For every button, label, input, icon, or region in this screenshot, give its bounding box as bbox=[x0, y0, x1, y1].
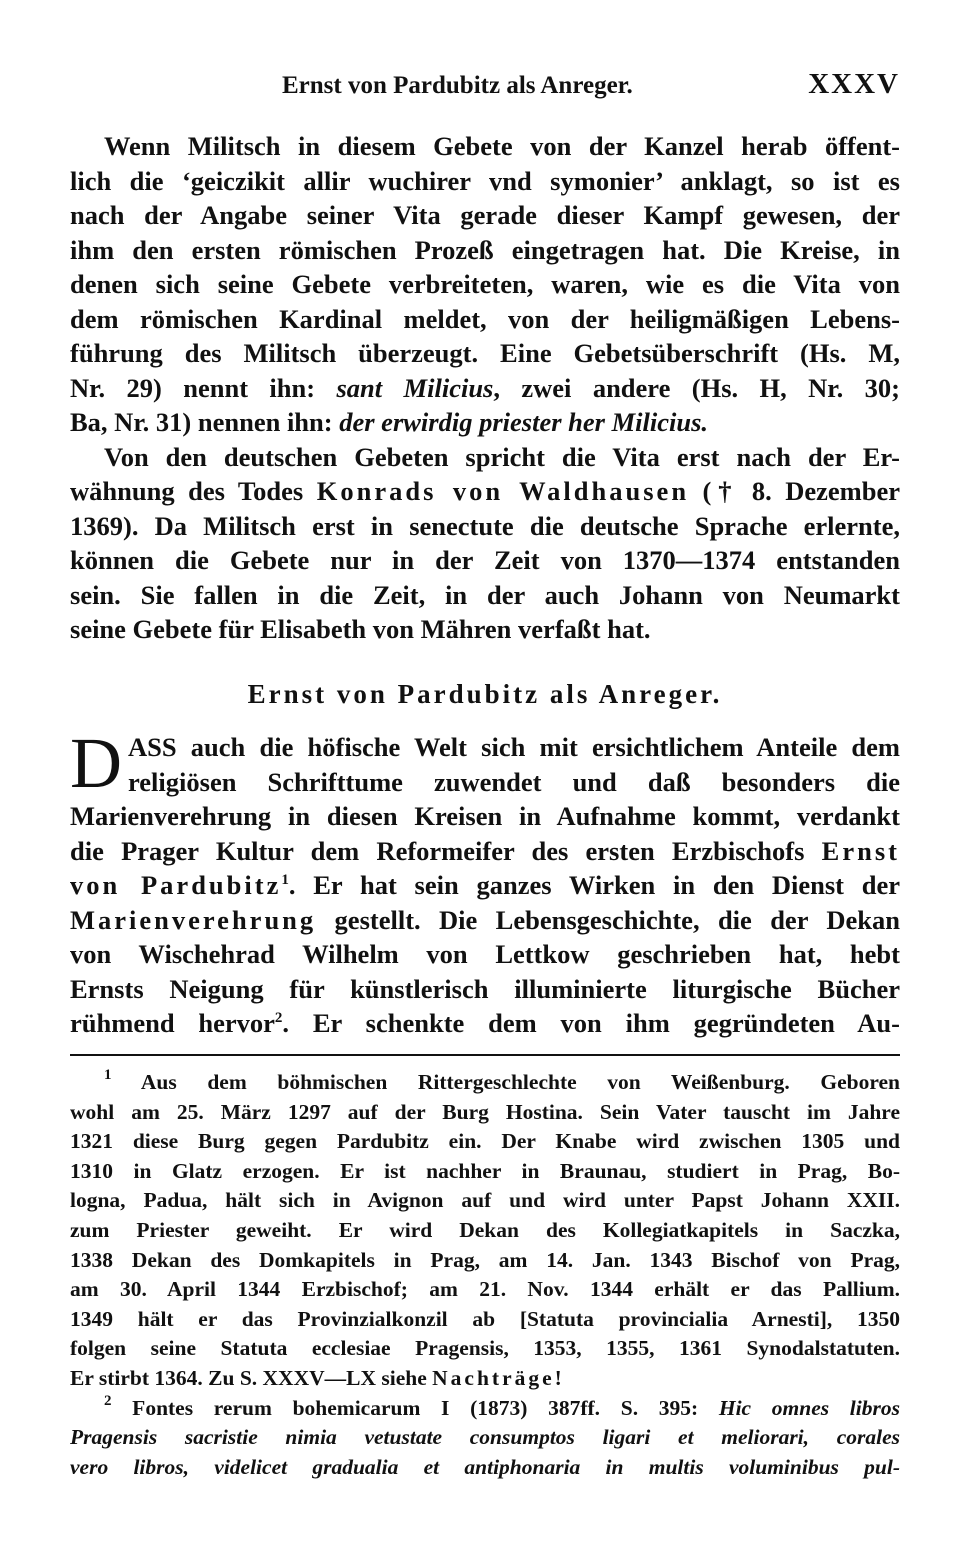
text-run: gestellt. Die Lebensgeschichte, die der Dekan bbox=[316, 904, 900, 935]
text-line: ASS auch die höfische Welt sich mit ersichtlichem Anteile dem bbox=[128, 732, 900, 762]
paragraph-german-prayers bbox=[70, 440, 900, 647]
text-run: Nr. 29) nennt ihn: bbox=[70, 372, 337, 403]
text-run: . Er hat sein ganzes Wirken in den Dienst der bbox=[288, 870, 900, 900]
text-run: Er stirbt 1364. Zu S. XXXV—LX siehe bbox=[70, 1365, 433, 1390]
text-line bbox=[70, 405, 900, 440]
footnote-line: am 30. April 1344 Erzbischof; am 21. Nov. 1344 erhält er das Pallium. bbox=[70, 1277, 900, 1302]
text-run: ! bbox=[554, 1365, 562, 1390]
footnote-line: Pragensis sacristie nimia vetustate consumptos ligari et meliorari, corales bbox=[70, 1425, 900, 1450]
page-number: XXXV bbox=[808, 68, 900, 100]
footnote-marker: 2 bbox=[104, 1392, 112, 1409]
footnote-line: 1321 diese Burg gegen Pardubitz ein. Der Knabe wird zwischen 1305 und bbox=[70, 1129, 900, 1154]
text-run: Fontes rerum bohemicarum I (1873) 387ff. S. 395: bbox=[111, 1395, 719, 1420]
footnote-line: folgen seine Statuta ecclesiae Pragensis, 1353, 1355, 1361 Synodalstatuten. bbox=[70, 1336, 900, 1361]
text-line: Von den deutschen Gebeten spricht die Vita erst nach der Er- bbox=[104, 441, 900, 472]
footnote-ref: 1 bbox=[281, 872, 289, 888]
text-line: Ernsts Neigung für künstlerisch illuminierte liturgische Bücher bbox=[70, 973, 900, 1004]
text-run: . Er schenkte dem von ihm gegründeten Au- bbox=[282, 1008, 900, 1038]
footnote-line bbox=[70, 1394, 900, 1424]
footnote-line bbox=[70, 1068, 900, 1098]
text-line: können die Gebete nur in der Zeit von 1370—1374 entstanden bbox=[70, 545, 900, 575]
text-line: Wenn Militsch in diesem Gebete von der Kanzel herab öffent- bbox=[104, 131, 900, 161]
footnote-line: 1338 Dekan des Domkapitels in Prag, am 14. Jan. 1343 Bischof von Prag, bbox=[70, 1247, 900, 1272]
text-line bbox=[70, 903, 900, 938]
text-run: Ba, Nr. 31) nennen ihn: bbox=[70, 407, 340, 437]
text-line bbox=[70, 474, 900, 509]
text-line: religiösen Schrifttume zuwendet und daß besonders die bbox=[128, 766, 900, 797]
text-block-upper bbox=[70, 129, 900, 647]
text-run: rühmend hervor bbox=[70, 1008, 275, 1038]
italic-quote: der erwirdig priester her Milicius. bbox=[339, 407, 709, 437]
footnote-line: zum Priester geweiht. Er wird Dekan des Kollegiatkapitels in Saczka, bbox=[70, 1217, 900, 1242]
text-line: ihm den ersten römischen Prozeß eingetragen hat. Die Kreise, in bbox=[70, 234, 900, 265]
text-line: denen sich seine Gebete verbreiteten, waren, wie es die Vita von bbox=[70, 269, 900, 299]
italic-quote: sant Milicius bbox=[336, 372, 494, 403]
paragraph-militsch-prayers bbox=[70, 129, 900, 440]
text-run: wähnung des Todes bbox=[70, 476, 317, 506]
spaced-name: Marienverehrung bbox=[70, 904, 317, 935]
text-line: sein. Sie fallen in die Zeit, in der auch Johann von Neumarkt bbox=[70, 579, 900, 610]
text-line bbox=[70, 1006, 900, 1041]
section-heading: Ernst von Pardubitz als Anreger. bbox=[247, 679, 723, 709]
footnote-line: vero libros, videlicet gradualia et antiphonaria in multis voluminibus pul- bbox=[70, 1454, 900, 1479]
text-line bbox=[70, 868, 900, 903]
text-line: 1369). Da Militsch erst in senectute die deutsche Sprache erlernte, bbox=[70, 510, 900, 541]
footnote-ref: 2 bbox=[274, 1010, 283, 1026]
drop-cap: D bbox=[70, 723, 122, 803]
footnote-line: wohl am 25. März 1297 auf der Burg Hostina. Sein Vater tauscht im Jahre bbox=[70, 1099, 900, 1124]
footnote-line: 1310 in Glatz erzogen. Er ist nachher in Braunau, studiert in Prag, Bo- bbox=[70, 1158, 900, 1183]
latin-quote: Hic omnes libros bbox=[718, 1395, 900, 1420]
text-line: Marienverehrung in diesen Kreisen in Aufnahme kommt, verdankt bbox=[70, 801, 900, 831]
footnotes bbox=[70, 1068, 900, 1482]
spaced-word: Nachträge bbox=[432, 1365, 555, 1390]
footnote-line: 1349 hält er das Provinzialkonzil ab [Statuta provincialia Arnesti], 1350 bbox=[70, 1306, 900, 1331]
text-line: von Wischehrad Wilhelm von Lettkow geschrieben hat, hebt bbox=[70, 939, 900, 969]
text-line: lich die ‘geiczikit allir wuchirer vnd symonier’ anklagt, so ist es bbox=[70, 165, 900, 196]
footnote-line bbox=[70, 1364, 900, 1394]
text-line bbox=[70, 834, 900, 869]
footnote-line: logna, Padua, hält sich in Avignon auf und wird unter Papst Johann XXII. bbox=[70, 1188, 900, 1213]
footnote-2 bbox=[70, 1394, 900, 1483]
footnote-marker: 1 bbox=[104, 1067, 112, 1083]
paragraph-ernst-pardubitz bbox=[70, 723, 900, 1041]
text-line: seine Gebete für Elisabeth von Mähren verfaßt hat. bbox=[70, 614, 651, 644]
text-run: († 8. Dezember bbox=[689, 476, 900, 506]
text-run: , zwei andere (Hs. H, Nr. 30; bbox=[493, 372, 900, 403]
text-line: nach der Angabe seiner Vita gerade dieser Kampf gewesen, der bbox=[70, 200, 900, 230]
spaced-name: Ernst bbox=[821, 835, 900, 866]
text-block-lower bbox=[70, 723, 900, 1041]
text-line bbox=[70, 371, 900, 406]
footnote-1 bbox=[70, 1068, 900, 1394]
text-run: Aus dem böhmischen Rittergeschlechte von Weißenburg. Geboren bbox=[111, 1070, 900, 1094]
spaced-name: Konrads von Waldhausen bbox=[316, 476, 690, 506]
running-head-title: Ernst von Pardubitz als Anreger. bbox=[282, 72, 633, 99]
footnote-divider bbox=[70, 1054, 900, 1056]
text-run: die Prager Kultur dem Reformeifer des ersten Erzbischofs bbox=[70, 835, 822, 866]
text-line: führung des Militsch überzeugt. Eine Gebetsüberschrift (Hs. M, bbox=[70, 338, 900, 368]
spaced-name: von Pardubitz bbox=[70, 870, 282, 900]
running-head bbox=[70, 66, 900, 106]
text-line: dem römischen Kardinal meldet, von der heiligmäßigen Lebens- bbox=[70, 303, 900, 334]
